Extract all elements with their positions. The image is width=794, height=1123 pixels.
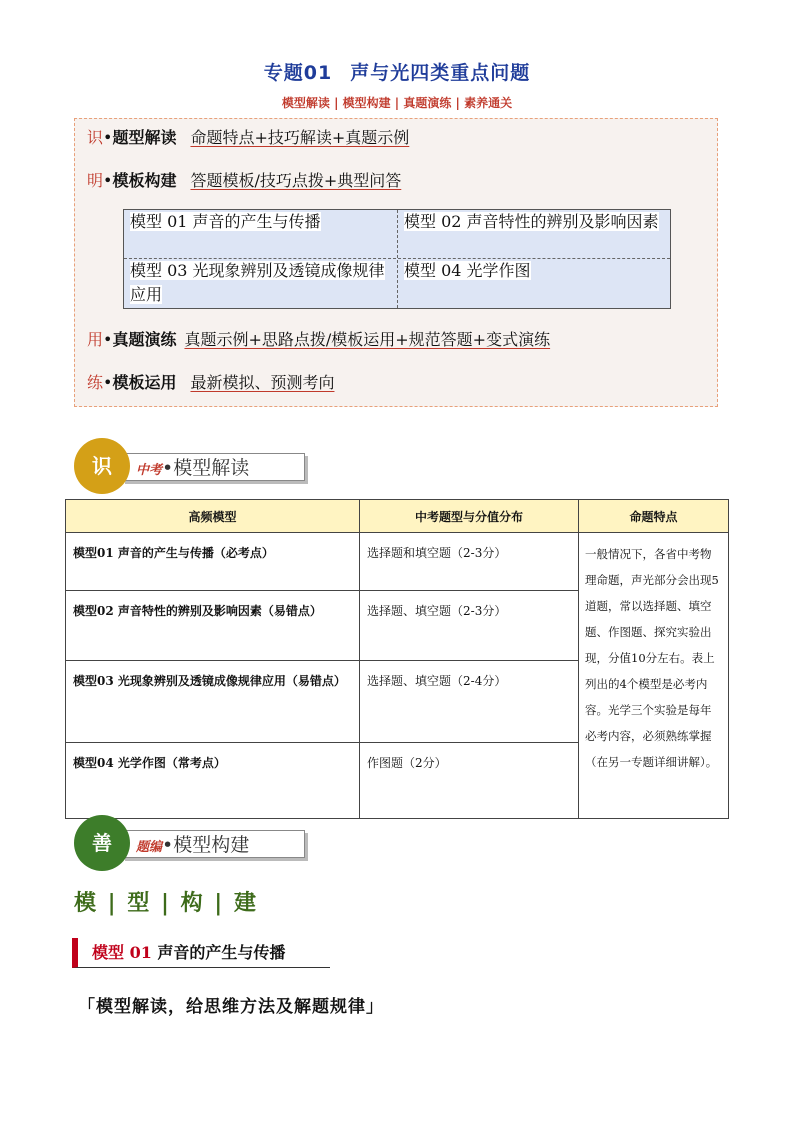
table-cell-type: 作图题（2分） [360,743,579,819]
guide-box [74,118,718,407]
section1-bar: 中考•模型解读 [122,453,305,481]
guide-row-2: 明•模板构建 答题模板/技巧点拨+典型问答 [87,171,402,190]
table-cell-type: 选择题、填空题（2-3分） [360,591,579,661]
table-cell-model: 模型02 声音特性的辨别及影响因素（易错点） [66,591,360,661]
table-header-1: 高频模型 [66,500,360,533]
section1-badge-icon: 识 [74,438,130,494]
model-table [65,499,729,819]
page-subtitle: 模型解读 | 模型构建 | 真题演练 | 素养通关 [281,96,513,110]
table-cell-model: 模型01 声音的产生与传播（必考点） [66,533,360,591]
model-cell-1: 模型 01 声音的产生与传播 [130,212,321,231]
model-cell-3: 模型 03 光现象辨别及透镜成像规律应用 [130,261,385,304]
table-cell-type: 选择题和填空题（2-3分） [360,533,579,591]
table-cell-feature: 一般情况下，各省中考物理命题，声光部分会出现5道题，常以选择题、填空题、作图题、探究实验出现，分值10分左右。表上列出的4个模型是必考内容。光学三个实验是每年必考内容，必须熟练掌握（在另一专题详细讲解）。 [579,533,729,819]
guide-row-1: 识•题型解读 命题特点+技巧解读+真题示例 [87,128,410,147]
table-cell-model: 模型04 光学作图（常考点） [66,743,360,819]
model-heading: 模型 01 声音的产生与传播 [72,938,330,968]
model-grid [123,209,671,309]
insight-heading: 「模型解读，给思维方法及解题规律」 [78,997,384,1017]
section2-bar: 题编•模型构建 [122,830,305,858]
guide-row-4: 练•模板运用 最新模拟、预测考向 [87,373,335,392]
table-cell-type: 选择题、填空题（2-4分） [360,661,579,743]
model-cell-4: 模型 04 光学作图 [404,261,531,280]
table-cell-model: 模型03 光现象辨别及透镜成像规律应用（易错点） [66,661,360,743]
table-header-2: 中考题型与分值分布 [360,500,579,533]
section2-badge-icon: 善 [74,815,130,871]
section-heading: 模 | 型 | 构 | 建 [74,890,258,916]
guide-row-3: 用•真题演练 真题示例+思路点拨/模板运用+规范答题+变式演练 [87,330,551,349]
model-cell-2: 模型 02 声音特性的辨别及影响因素 [404,212,659,231]
page-title: 专题01 声与光四类重点问题 [263,62,531,84]
table-header-3: 命题特点 [579,500,729,533]
